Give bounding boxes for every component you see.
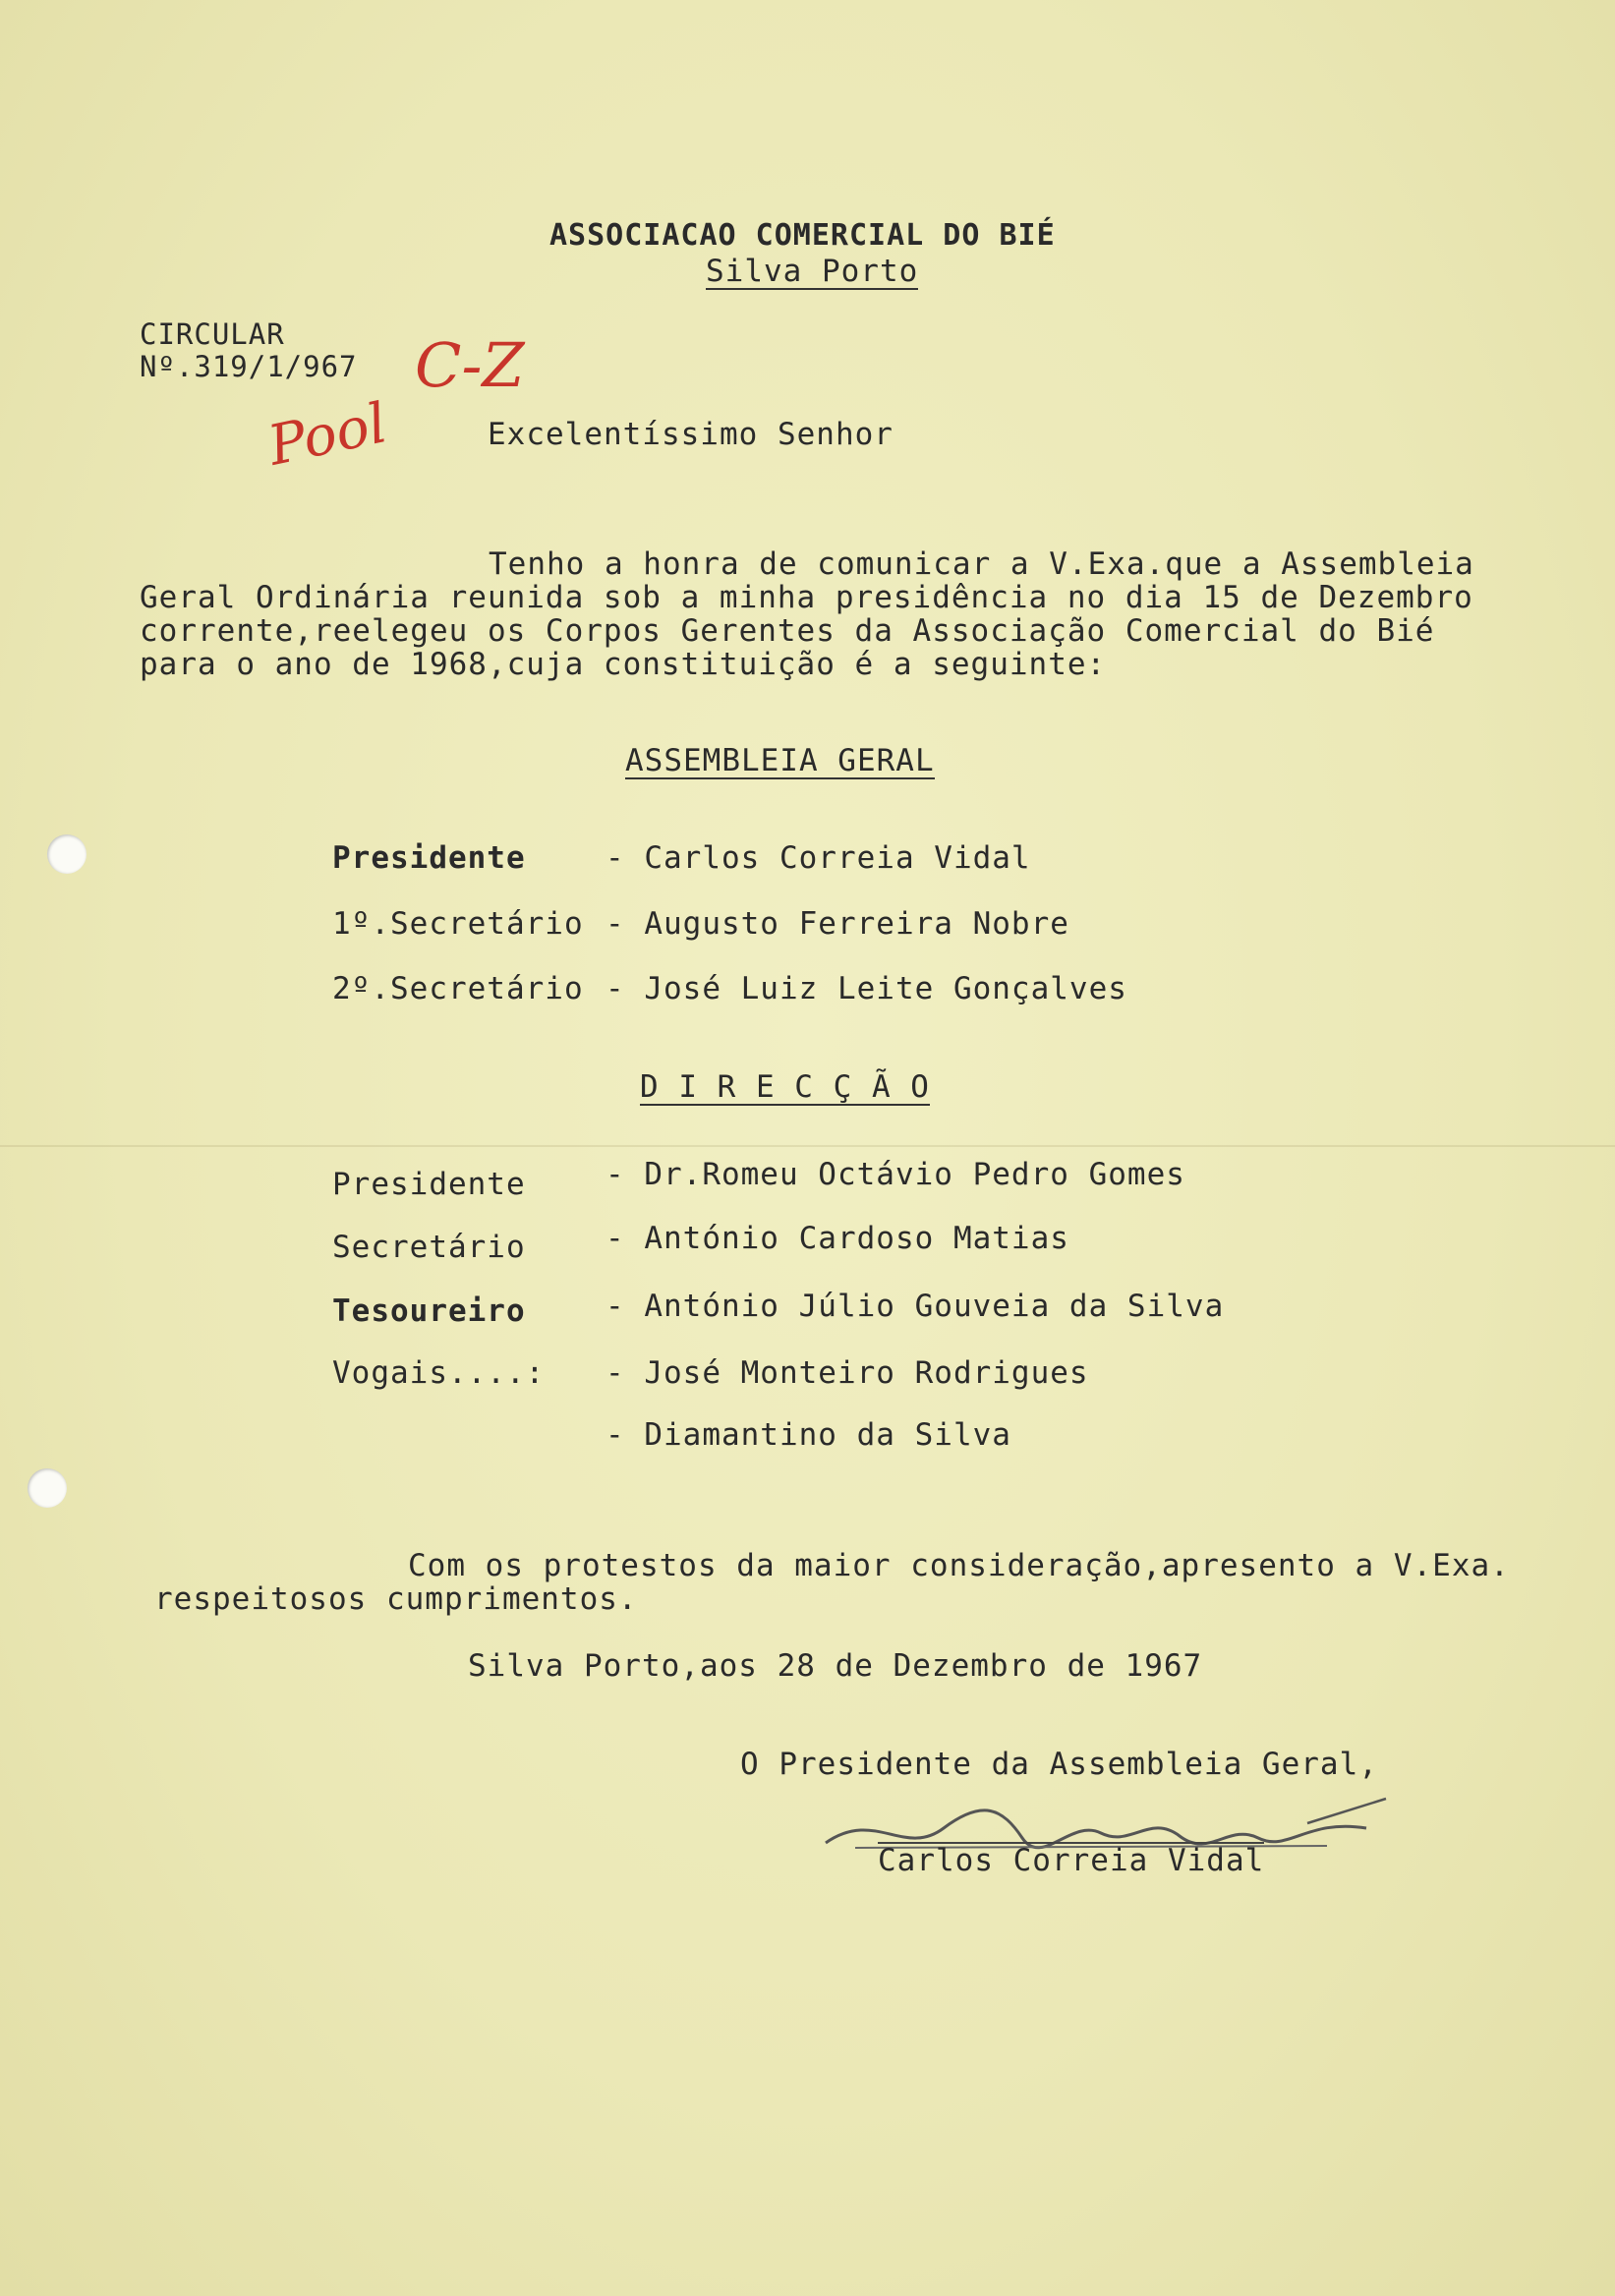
punch-hole-top <box>47 834 87 874</box>
section-title-assembleia: ASSEMBLEIA GERAL <box>625 743 935 778</box>
member-name: - Augusto Ferreira Nobre <box>606 906 1069 942</box>
body-line: corrente,reelegeu os Corpos Gerentes da Associação Comercial do Bié <box>140 613 1435 649</box>
body-line: para o ano de 1968,cuja constituição é a seguinte: <box>140 647 1107 682</box>
place-date: Silva Porto,aos 28 de Dezembro de 1967 <box>468 1648 1203 1684</box>
member-name: - Carlos Correia Vidal <box>606 840 1031 876</box>
member-role: Secretário <box>332 1230 526 1265</box>
member-role: 2º.Secretário <box>332 971 584 1006</box>
member-role: Tesoureiro <box>332 1293 526 1329</box>
member-name: - Diamantino da Silva <box>606 1417 1011 1453</box>
salutation: Excelentíssimo Senhor <box>488 417 894 452</box>
fold-line <box>0 1145 1615 1147</box>
member-role: 1º.Secretário <box>332 906 584 942</box>
member-name: - António Júlio Gouveia da Silva <box>606 1289 1225 1324</box>
member-name: - José Monteiro Rodrigues <box>606 1355 1089 1391</box>
signature-name: Carlos Correia Vidal <box>878 1843 1265 1878</box>
organization-name: ASSOCIACAO COMERCIAL DO BIÉ <box>549 218 1056 253</box>
signature-title: O Presidente da Assembleia Geral, <box>740 1747 1378 1782</box>
member-role: Vogais....: <box>332 1355 546 1391</box>
handwritten-mark-pool: Pool <box>262 391 393 479</box>
section-title-direccao: D I R E C Ç Ã O <box>640 1069 930 1105</box>
handwritten-mark-cz: C-Z <box>415 329 525 401</box>
member-name: - José Luiz Leite Gonçalves <box>606 971 1127 1006</box>
closing-line: Com os protestos da maior consideração,apresento a V.Exa. <box>408 1548 1510 1583</box>
circular-number: Nº.319/1/967 <box>140 350 358 383</box>
circular-label: CIRCULAR <box>140 317 285 351</box>
member-name: - António Cardoso Matias <box>606 1221 1069 1256</box>
member-role: Presidente <box>332 1167 526 1202</box>
organization-city: Silva Porto <box>706 254 919 289</box>
body-line: Geral Ordinária reunida sob a minha presidência no dia 15 de Dezembro <box>140 580 1473 615</box>
member-role: Presidente <box>332 840 526 876</box>
body-line: Tenho a honra de comunicar a V.Exa.que a Assembleia <box>489 546 1474 582</box>
closing-line: respeitosos cumprimentos. <box>154 1581 638 1617</box>
member-name: - Dr.Romeu Octávio Pedro Gomes <box>606 1157 1185 1192</box>
punch-hole-bottom <box>28 1468 67 1508</box>
